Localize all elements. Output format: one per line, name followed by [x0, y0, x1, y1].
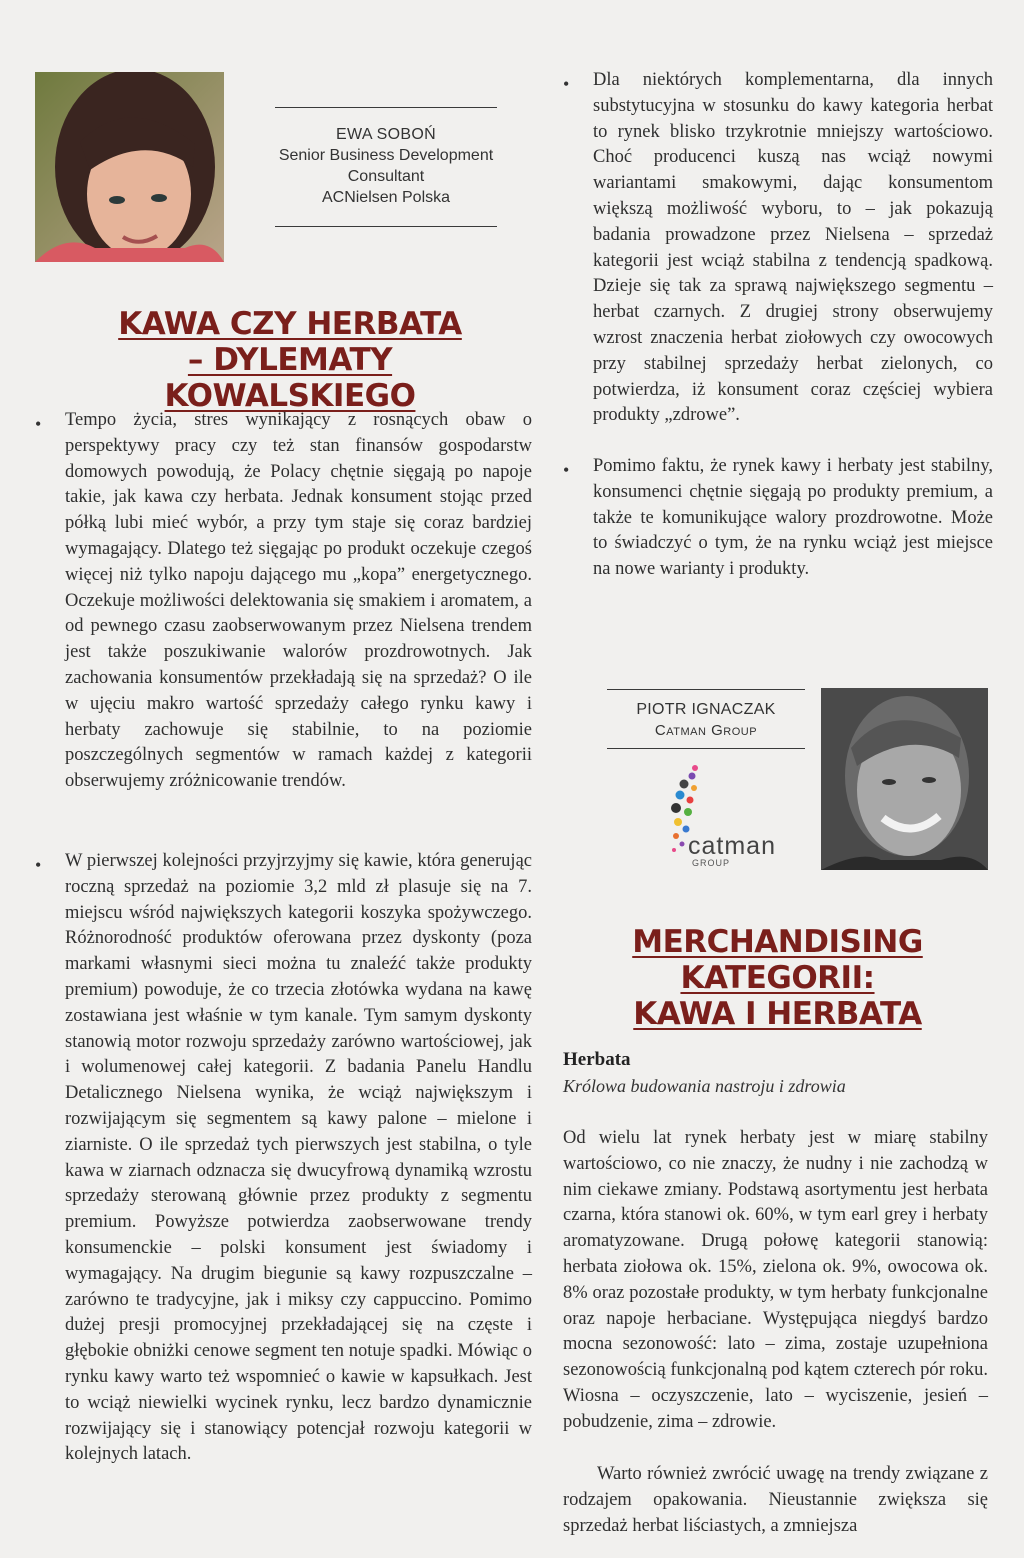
bullet-icon: •	[563, 74, 570, 94]
byline2-rule-bottom	[607, 748, 805, 749]
author-photo-ewa-sobon	[35, 72, 224, 262]
bullet-paragraph	[35, 849, 532, 1468]
byline2-rule-top	[607, 689, 805, 690]
article2-paragraph-1: Od wielu lat rynek herbaty jest w miarę stabilny wartościowo, co nie znaczy, że nudny i nie zachodzą w nim ciekawe zmiany. Podstawą asortymentu jest herbata czarna, która stanowi ok. 60%, w tym earl grey i herbaty aromatyzowane. Drugą połowę kategorii stanowią: herbata ziołowa ok. 15%, zielona ok. 9%, owocowa ok. 8% oraz pozostałe produkty, w tym herbaty funkcjonalne oraz napoje herbaciane. Występująca niegdyś bardzo mocna sezonowość: lato – zima, zostaje uzupełniona sezonowością funkcjonalną pod kątem czterech pór roku. Wiosna – oczyszczenie, lato – wyciszenie, jesień – pobudzenie, zima – zdrowie.	[563, 1128, 988, 1432]
bullet-paragraph	[35, 408, 532, 795]
article1-paragraph-2: W pierwszej kolejności przyjrzyjmy się kawie, która generując roczną sprzedaż na poziomie 3,2 mld zł plasuje się na 7. miejscu wśród największych kategorii koszyka spożywczego. Różnorodność produktów oferowana przez dyskonty (poza markami własnymi sieci można tu znaleźć także produkty premium) powoduje, że co trzecia złotówka wydana na kawę zostawiana jest właśnie w tym kanale. Tym samym dyskonty stanowią motor rozwoju sprzedaży zarówno wartościowej, jak i wolumenowej całej kategorii. Z badania Panelu Handlu Detalicznego Nielsena wynika, że wciąż największym i rozwijającym się segmentem są kawy palone – mielone i ziarniste. O ile sprzedaż tych pierwszych jest stabilna, o tyle kawa w ziarnach odznacza się dwucyfrową dynamiką wzrostu sprzedaży sterowaną głównie przez produkty z segmentu premium. Powyższe potwierdza zaobserwowane trendy konsumenckie – polski konsument jest świadomy i wymagający. Na drugim biegunie są kawy rozpuszczalne – zarówno te tradycyjne, jak i miksy czy cappuccino. Pomimo dużej presji promocyjnej przekładającej się na częste i głębokie obniżki cenowe segment ten notuje spadki. Mówiąc o rynku kawy warto też wspomnieć o kawie w kapsułkach. Jest to wciąż niewielki wycinek rynku, lecz bardzo dynamicznie rozwijający się i stanowiący potencjał rozwoju kategorii w kolejnych latach.	[65, 851, 532, 1465]
bullet-icon: •	[563, 460, 570, 480]
bullet-paragraph	[563, 68, 993, 429]
article1-paragraph-4: Pomimo faktu, że rynek kawy i herbaty jest stabilny, konsumenci chętnie sięgają po produkty premium, a także te komunikujące walory prozdrowotne. Może to świadczyć o tym, że na rynku wciąż jest miejsce na nowe warianty i produkty.	[593, 456, 993, 580]
author1-role: Senior Business Development Consultant	[278, 147, 494, 185]
article1-title-line1: KAWA CZY HERBATA	[118, 306, 462, 342]
article1-title-line2: – DYLEMATY KOWALSKIEGO	[164, 342, 416, 414]
section-title: Herbata	[563, 1049, 631, 1070]
bullet-icon: •	[35, 855, 42, 875]
author1-name: EWA SOBOŃ	[336, 126, 436, 143]
bullet-paragraph	[563, 454, 993, 583]
portrait-image	[821, 688, 988, 870]
article2-title-line2: KAWA I HERBATA	[633, 996, 922, 1032]
portrait-image	[35, 72, 224, 262]
catman-logo-subtext: GROUP	[692, 858, 731, 868]
catman-logo	[662, 762, 802, 872]
byline-rule-bottom	[275, 226, 497, 227]
author-photo-piotr-ignaczak	[821, 688, 988, 870]
author1-byline	[255, 124, 517, 208]
bullet-icon: •	[35, 414, 42, 434]
article2-title-line1: MERCHANDISING KATEGORII:	[632, 924, 923, 996]
catman-logo-text: catman	[688, 832, 776, 860]
author2-company: Catman Group	[654, 722, 758, 739]
article2-paragraph-2: Warto również zwrócić uwagę na trendy związane z rodzajem opakowania. Nieustannie zwiększa się sprzedaż herbat liściastych, a zmniejsza	[563, 1464, 988, 1536]
author1-company: ACNielsen Polska	[321, 189, 451, 206]
author2-byline	[600, 699, 812, 741]
author2-name: PIOTR IGNACZAK	[636, 701, 776, 718]
byline-rule-top	[275, 107, 497, 108]
article1-headline	[60, 306, 520, 414]
article2-headline	[555, 924, 1000, 1032]
article1-paragraph-3: Dla niektórych komplementarna, dla innych substytucyjna w stosunku do kawy kategoria herbat to rynek blisko trzykrotnie mniejszy wartościowo. Choć producenci kuszą nas wciąż nowymi wariantami smakowymi, dając konsumentom większą możliwość wyboru, to – jak pokazują badania prowadzone przez Nielsena – sprzedaż kategorii jest wciąż stabilna z tendencją spadkową. Dzieje się tak za sprawą największego segmentu – herbat czarnych. Z drugiej strony obserwujemy wzrost znaczenia herbat ziołowych czy owocowych przy stabilnej sprzedaży herbat zielonych, co potwierdza, iż konsument coraz częściej wybiera produkty „zdrowe”.	[593, 70, 993, 426]
article1-paragraph-1: Tempo życia, stres wynikający z rosnących obaw o perspektywy pracy czy też stan finansów gospodarstw domowych powodują, że Polacy chętnie sięgają po napoje takie, jak kawa czy herbata. Jednak konsument stojąc przed półką lubi mieć wybór, a przy tym staje się coraz bardziej wymagający. Dlatego też sięgając po produkt oczekuje czegoś więcej niż tylko napoju dającego mu „kopa” energetycznego. Oczekuje możliwości delektowania się smakiem i aromatem, a od pewnego czasu zaobserwowanym przez Nielsena trendem jest także poszukiwanie walorów prozdrowotnych. Jak zachowania konsumentów przekładają się na sprzedaż? O ile w ujęciu makro wartość sprzedaży całego rynku kawy i herbaty zachowuje się stabilnie, to na poziomie poszczególnych segmentów w ramach każdej z kategorii obserwujemy zróżnicowanie trendów.	[65, 410, 532, 792]
section-subtitle: Królowa budowania nastroju i zdrowia	[563, 1076, 846, 1096]
